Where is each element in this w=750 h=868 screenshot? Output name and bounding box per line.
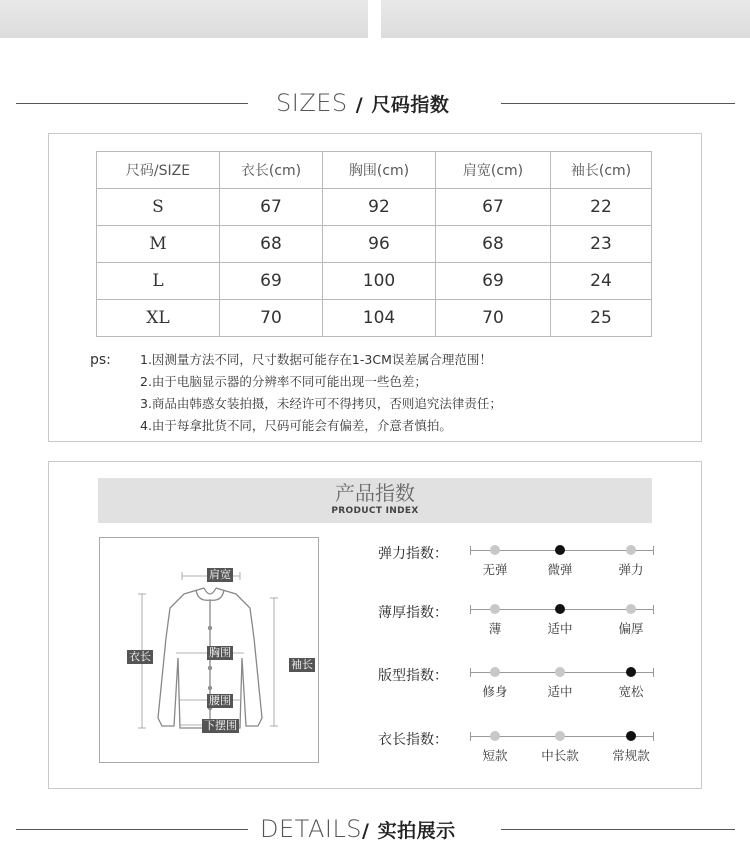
table-cell: 23 — [551, 226, 652, 263]
sizes-title-sep: / — [355, 94, 364, 116]
size-header-chest: 胸围(cm) — [323, 152, 436, 189]
table-cell: M — [97, 226, 220, 263]
table-cell: 100 — [323, 263, 436, 300]
index-option: 宽松 — [618, 684, 644, 699]
sizes-title-en: SIZES — [276, 89, 348, 117]
table-cell: 69 — [436, 263, 551, 300]
table-cell: 104 — [323, 300, 436, 337]
table-cell: 69 — [220, 263, 323, 300]
table-cell: 22 — [551, 189, 652, 226]
details-title-sep: / — [362, 820, 370, 842]
index-option: 中长款 — [541, 748, 579, 763]
table-cell: 92 — [323, 189, 436, 226]
divider-left — [16, 829, 248, 830]
index-option: 微弹 — [547, 562, 573, 577]
table-cell: L — [97, 263, 220, 300]
table-cell: 67 — [220, 189, 323, 226]
divider-right — [501, 103, 735, 104]
table-cell: 24 — [551, 263, 652, 300]
product-index-title-en: PRODUCT INDEX — [331, 506, 419, 516]
diagram-label-chest: 胸围 — [209, 646, 231, 659]
table-cell: 70 — [220, 300, 323, 337]
index-label: 版型指数： — [378, 668, 448, 684]
table-cell: 68 — [436, 226, 551, 263]
index-option: 适中 — [547, 621, 573, 636]
diagram-label-length: 衣长 — [129, 650, 151, 663]
table-cell: 96 — [323, 226, 436, 263]
scale-dot-selected — [626, 731, 636, 741]
table-cell: 67 — [436, 189, 551, 226]
note-item: 4.由于每拿批货不同，尺码可能会有偏差，介意者慎拍。 — [140, 418, 452, 433]
size-header-shoulder: 肩宽(cm) — [436, 152, 551, 189]
notes-label: ps: — [90, 352, 111, 368]
index-option: 薄 — [488, 621, 502, 636]
table-cell: 25 — [551, 300, 652, 337]
diagram-label-hem: 下摆围 — [204, 719, 237, 732]
product-index-title-zh: 产品指数 — [335, 481, 415, 505]
index-scale — [470, 602, 654, 636]
scale-dot — [490, 604, 500, 614]
details-title-zh: 实拍展示 — [377, 820, 456, 842]
scale-dot — [555, 731, 565, 741]
index-scale — [470, 729, 654, 763]
index-label: 弹力指数： — [378, 546, 448, 562]
index-option: 偏厚 — [618, 621, 644, 636]
garment-diagram — [99, 537, 319, 763]
size-header-sleeve: 袖长(cm) — [551, 152, 652, 189]
index-label: 衣长指数： — [378, 732, 448, 748]
note-item: 2.由于电脑显示器的分辨率不同可能出现一些色差； — [140, 374, 427, 389]
table-row — [97, 189, 652, 226]
scale-dot-selected — [555, 545, 565, 555]
note-item: 1.因测量方法不同，尺寸数据可能存在1-3CM误差属合理范围！ — [140, 352, 492, 367]
scale-dot — [626, 604, 636, 614]
sizes-title-zh: 尺码指数 — [371, 94, 450, 116]
scale-dot — [490, 545, 500, 555]
table-row — [97, 300, 652, 337]
table-cell: 70 — [436, 300, 551, 337]
table-cell: S — [97, 189, 220, 226]
scale-dot-selected — [555, 604, 565, 614]
table-row — [97, 263, 652, 300]
index-option: 弹力 — [618, 562, 644, 577]
index-option: 无弹 — [482, 562, 508, 577]
table-row — [97, 226, 652, 263]
diagram-label-waist: 腰围 — [209, 694, 231, 707]
index-option: 短款 — [482, 748, 508, 763]
size-table-header-row — [97, 152, 652, 189]
diagram-label-sleeve: 袖长 — [291, 658, 313, 671]
size-header-size: 尺码/SIZE — [97, 152, 220, 189]
size-table — [96, 151, 652, 337]
divider-left — [16, 103, 248, 104]
product-photo-right — [381, 0, 750, 38]
table-cell: 68 — [220, 226, 323, 263]
index-scale — [470, 665, 654, 699]
table-cell: XL — [97, 300, 220, 337]
scale-dot — [555, 667, 565, 677]
index-option: 修身 — [482, 684, 508, 699]
divider-right — [501, 829, 735, 830]
product-photo-left — [0, 0, 368, 38]
index-label: 薄厚指数： — [378, 605, 448, 621]
size-header-length: 衣长(cm) — [220, 152, 323, 189]
diagram-label-shoulder: 肩宽 — [209, 568, 231, 581]
scale-dot — [490, 667, 500, 677]
index-option: 适中 — [547, 684, 573, 699]
scale-dot — [490, 731, 500, 741]
sizes-section-title — [276, 89, 449, 117]
product-index-header — [98, 478, 652, 523]
index-scale — [470, 543, 654, 577]
details-section-title — [260, 815, 456, 843]
scale-dot — [626, 545, 636, 555]
index-option: 常规款 — [612, 748, 650, 763]
details-title-en: DETAILS — [260, 815, 363, 843]
note-item: 3.商品由韩惑女装拍摄，未经许可不得拷贝，否则追究法律责任； — [140, 396, 502, 411]
scale-dot-selected — [626, 667, 636, 677]
